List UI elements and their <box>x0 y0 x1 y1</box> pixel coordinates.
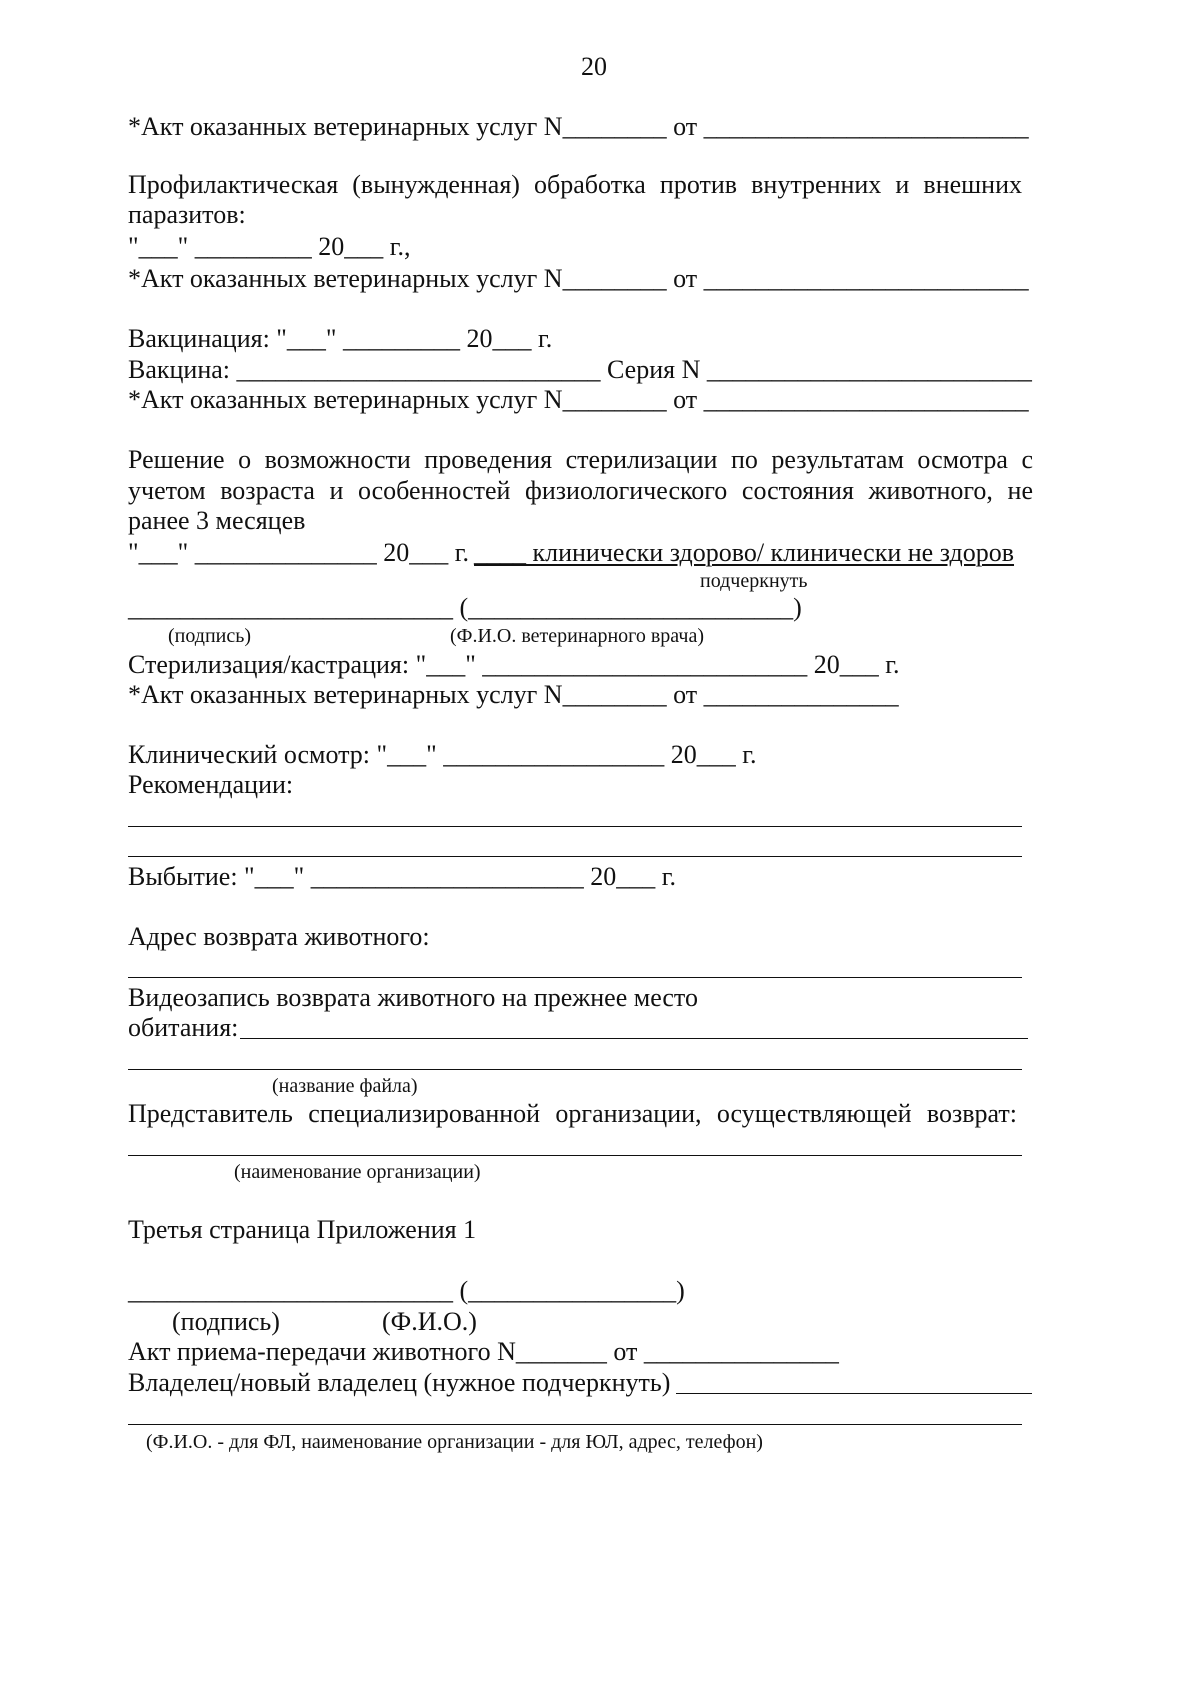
vaccine-line: Вакцина: ____________________________ Серия N _________________________ <box>128 355 1032 384</box>
signature-line-2: _________________________ (________________) <box>128 1276 685 1305</box>
signature-label-2: (подпись) <box>172 1307 280 1336</box>
act-line-4: *Акт оказанных ветеринарных услуг N________ от _______________ <box>128 680 899 709</box>
third-page-heading: Третья страница Приложения 1 <box>128 1215 477 1244</box>
act-line-2: *Акт оказанных ветеринарных услуг N________ от _________________________ <box>128 264 1029 293</box>
health-status: ____ клинически здорово/ клинически не здоров <box>474 538 1015 567</box>
signature-label: (подпись) <box>168 625 252 647</box>
owner-details-label: (Ф.И.О. - для ФЛ, наименование организации - для ЮЛ, адрес, телефон) <box>146 1431 763 1453</box>
video-habitat-label: обитания: <box>128 1013 239 1042</box>
return-address-line <box>128 977 1022 978</box>
vet-name-label: (Ф.И.О. ветеринарного врача) <box>450 625 704 647</box>
sterilization-date: Стерилизация/кастрация: "___" _________________________ 20___ г. <box>128 650 900 679</box>
parasite-title-cont: паразитов: <box>128 200 246 229</box>
video-record-label: Видеозапись возврата животного на прежнее место <box>128 983 698 1012</box>
recommendations-line-2 <box>128 856 1022 857</box>
clinical-exam: Клинический осмотр: "___" _________________ 20___ г. <box>128 740 757 769</box>
act-line-1: *Акт оказанных ветеринарных услуг N________ от _________________________ <box>128 112 1029 141</box>
signature-line: _________________________ (_________________________) <box>128 593 802 622</box>
representative-label: Представитель специализированной организации, осуществляющей возврат: <box>128 1099 1017 1128</box>
organization-line <box>128 1155 1022 1156</box>
owner-line <box>676 1393 1032 1394</box>
act-line-3: *Акт оказанных ветеринарных услуг N________ от _________________________ <box>128 385 1029 414</box>
return-address-label: Адрес возврата животного: <box>128 922 430 951</box>
owner-details-line <box>128 1424 1022 1425</box>
organization-label: (наименование организации) <box>234 1161 481 1183</box>
transfer-act: Акт приема-передачи животного N_______ от _______________ <box>128 1337 839 1366</box>
video-file-line-2 <box>128 1069 1022 1070</box>
parasite-date: "___" _________ 20___ г., <box>128 232 411 261</box>
video-file-line <box>240 1038 1028 1039</box>
sterilization-decision-line-2: учетом возраста и особенностей физиологического состояния животного, не <box>128 476 1033 505</box>
recommendations-line-1 <box>128 826 1022 827</box>
file-name-label: (название файла) <box>272 1075 418 1097</box>
page-number: 20 <box>581 52 607 81</box>
departure-date: Выбытие: "___" _____________________ 20___ г. <box>128 862 677 891</box>
sterilization-decision-line-3: ранее 3 месяцев <box>128 506 306 535</box>
sterilization-decision-line-1: Решение о возможности проведения стерилизации по результатам осмотра с <box>128 445 1033 474</box>
owner-label: Владелец/новый владелец (нужное подчеркнуть) <box>128 1368 671 1397</box>
decision-date: "___" ______________ 20___ г. <box>128 538 469 567</box>
parasite-title: Профилактическая (вынужденная) обработка против внутренних и внешних <box>128 170 1022 199</box>
vaccination-date: Вакцинация: "___" _________ 20___ г. <box>128 324 553 353</box>
underline-hint: подчеркнуть <box>700 570 808 592</box>
recommendations-label: Рекомендации: <box>128 770 294 799</box>
fio-label: (Ф.И.О.) <box>382 1307 477 1336</box>
